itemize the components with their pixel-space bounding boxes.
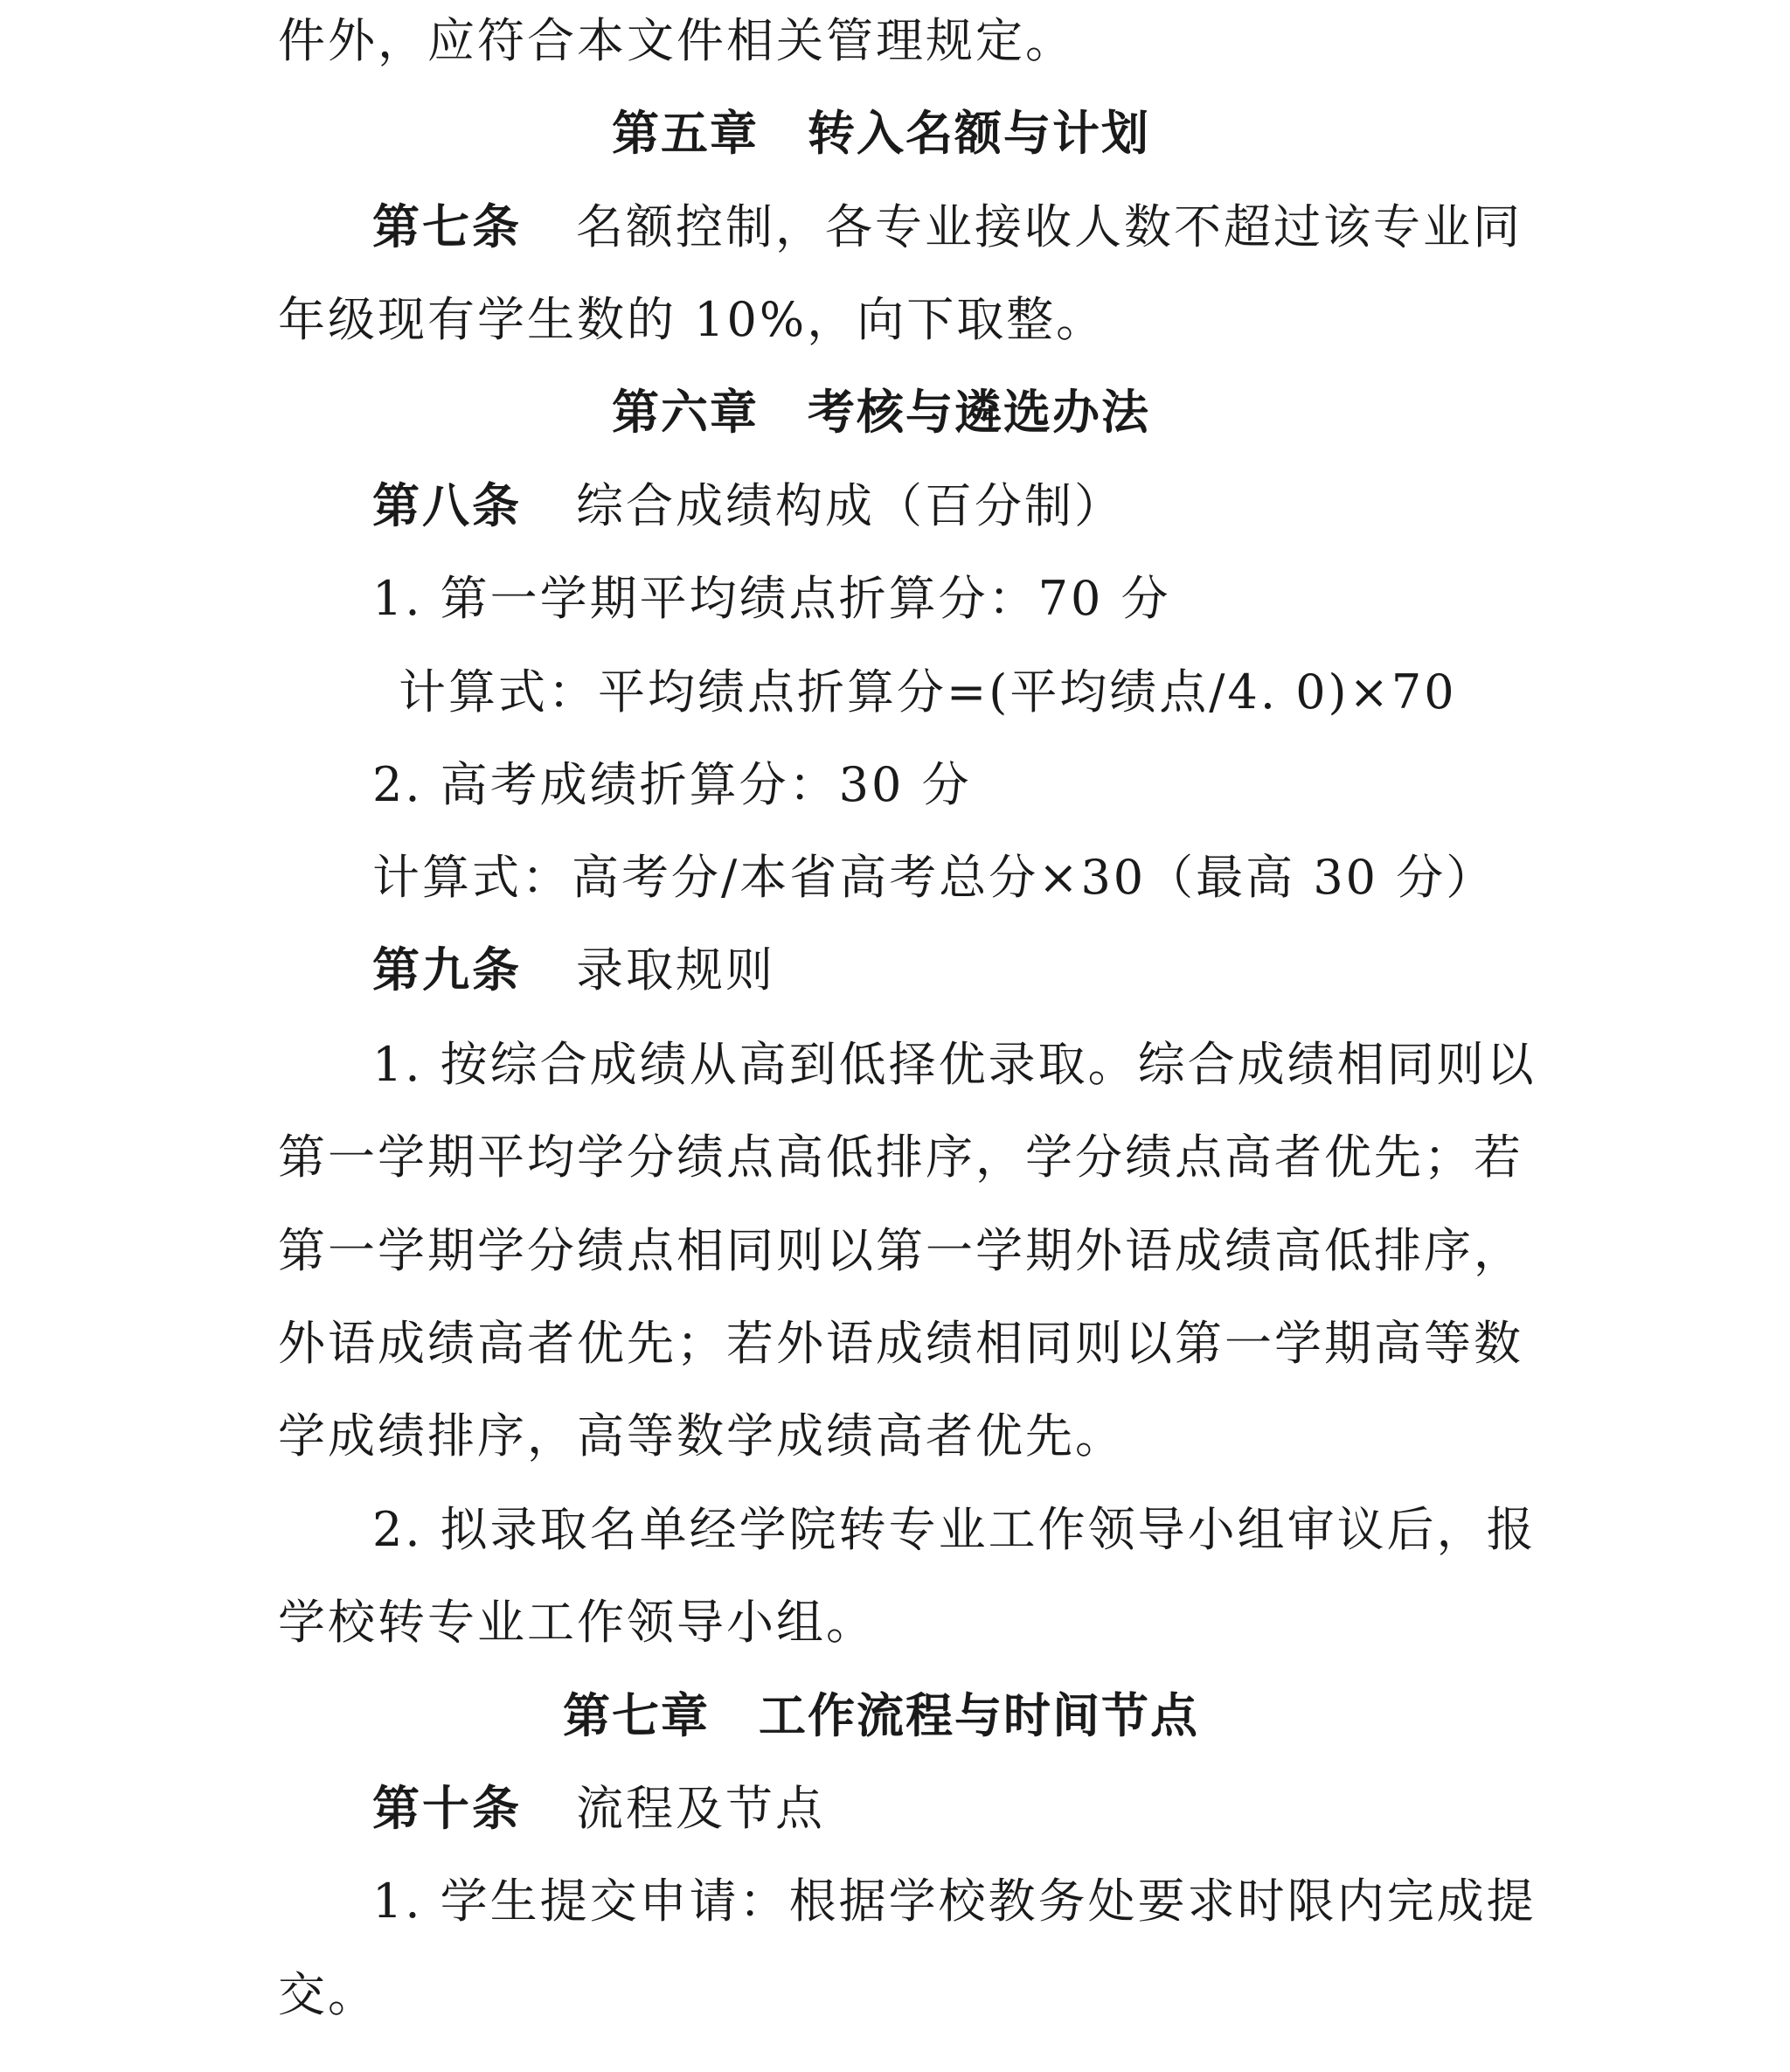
- article-7-text: 名额控制，各专业接收人数不超过该专业同: [576, 199, 1523, 254]
- article-7-continuation: 年级现有学生数的 10%，向下取整。: [278, 292, 1107, 347]
- article-8-item-2: 2. 高考成绩折算分：30 分: [372, 757, 972, 812]
- article-7-label: 第七条: [372, 199, 522, 254]
- article-9-item-1-line-5: 学成绩排序，高等数学成绩高者优先。: [278, 1408, 1125, 1464]
- chapter-6-heading: 第六章 考核与遴选办法: [612, 385, 1150, 440]
- chapter-7-heading: 第七章 工作流程与时间节点: [563, 1688, 1199, 1743]
- article-9-item-1-line-2: 第一学期平均学分绩点高低排序，学分绩点高者优先；若: [278, 1130, 1523, 1185]
- article-10-label: 第十条: [372, 1781, 522, 1836]
- article-8-label: 第八条: [372, 478, 522, 533]
- article-9-item-1-line-1: 1. 按综合成绩从高到低择优录取。综合成绩相同则以: [372, 1037, 1537, 1092]
- paragraph-line: 件外，应符合本文件相关管理规定。: [278, 13, 1075, 68]
- article-8-text: 综合成绩构成（百分制）: [576, 478, 1124, 533]
- article-9-item-1-line-3: 第一学期学分绩点相同则以第一学期外语成绩高低排序，: [278, 1223, 1523, 1278]
- article-9-label: 第九条: [372, 942, 522, 998]
- article-9-text: 录取规则: [576, 942, 775, 998]
- article-8-item-2-formula: 计算式：高考分/本省高考总分×30（最高 30 分）: [372, 850, 1496, 905]
- article-9-item-1-line-4: 外语成绩高者优先；若外语成绩相同则以第一学期高等数: [278, 1316, 1523, 1371]
- article-10: [372, 1778, 1484, 1839]
- article-9-item-2-line-2: 学校转专业工作领导小组。: [278, 1595, 876, 1650]
- article-10-item-1-line-2: 交。: [278, 1967, 378, 2022]
- article-8: [372, 476, 1484, 537]
- chapter-5-heading: 第五章 转入名额与计划: [612, 106, 1150, 161]
- article-9: [372, 940, 1484, 1001]
- article-9-item-2-line-1: 2. 拟录取名单经学院转专业工作领导小组审议后，报: [372, 1502, 1537, 1557]
- article-10-item-1-line-1: 1. 学生提交申请：根据学校教务处要求时限内完成提: [372, 1874, 1537, 1929]
- article-7: [372, 197, 1523, 258]
- article-8-item-1: 1. 第一学期平均绩点折算分：70 分: [372, 571, 1171, 626]
- article-10-text: 流程及节点: [576, 1781, 825, 1836]
- article-8-item-1-formula: 计算式：平均绩点折算分=(平均绩点/4. 0)×70: [399, 664, 1457, 720]
